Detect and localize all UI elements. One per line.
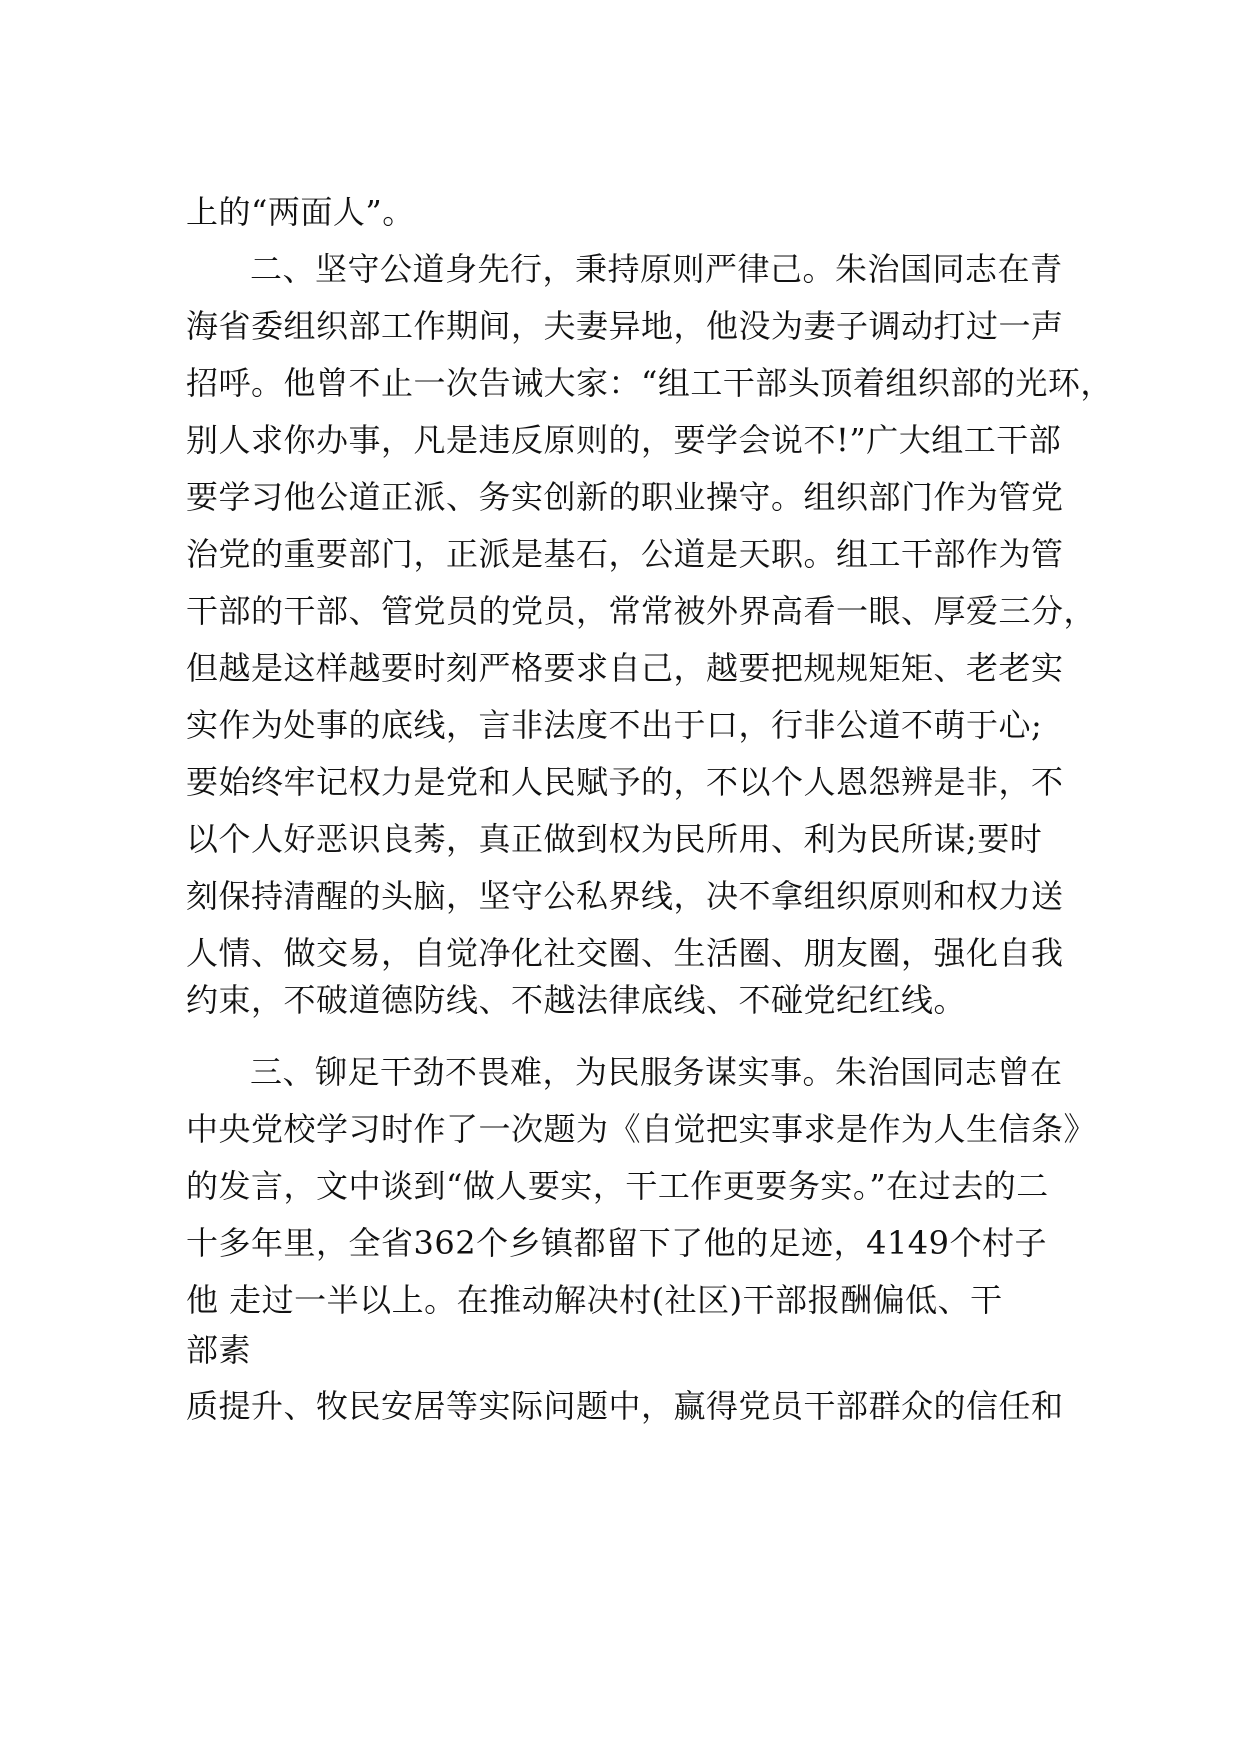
- text-line: 要始终牢记权力是党和人民赋予的，不以个人恩怨辨是非，不: [186, 763, 1064, 801]
- text-line: 治党的重要部门，正派是基石，公道是天职。组工干部作为管: [186, 535, 1064, 573]
- text-line: 以个人好恶识良莠，真正做到权为民所用、利为民所谋;要时: [186, 820, 1043, 858]
- text-line: 干部的干部、管党员的党员，常常被外界高看一眼、厚爱三分，: [186, 592, 1097, 630]
- text-line: 约束，不破道德防线、不越法律底线、不碰党纪红线。: [186, 981, 967, 1019]
- text-line: 别人求你办事，凡是违反原则的，要学会说不!”广大组工干部: [186, 421, 1062, 459]
- paragraph-3-first-line: 三、铆足干劲不畏难，为民服务谋实事。朱治国同志曾在: [250, 1053, 1063, 1091]
- text-line: 刻保持清醒的头脑，坚守公私界线，决不拿组织原则和权力送: [186, 877, 1064, 915]
- paragraph-2-first-line: 二、坚守公道身先行，秉持原则严律己。朱治国同志在青: [250, 250, 1063, 288]
- text-line: 的发言，文中谈到“做人要实，干工作更要务实。”在过去的二: [186, 1167, 1049, 1205]
- text-line: 要学习他公道正派、务实创新的职业操守。组织部门作为管党: [186, 478, 1064, 516]
- text-line: 上的“两面人”。: [186, 193, 415, 231]
- text-line: 招呼。他曾不止一次告诫大家：“组工干部头顶着组织部的光环，: [186, 364, 1113, 402]
- text-line: 他 走过一半以上。在推动解决村(社区)干部报酬偏低、干: [186, 1281, 1003, 1319]
- text-line: 但越是这样越要时刻严格要求自己，越要把规规矩矩、老老实: [186, 649, 1064, 687]
- text-line: 部素: [186, 1331, 252, 1369]
- text-line: 质提升、牧民安居等实际问题中，赢得党员干部群众的信任和: [186, 1387, 1064, 1425]
- text-line: 十多年里，全省362个乡镇都留下了他的足迹，4149个村子: [186, 1224, 1048, 1262]
- text-line: 人情、做交易，自觉净化社交圈、生活圈、朋友圈，强化自我: [186, 934, 1064, 972]
- text-line: 中央党校学习时作了一次题为《自觉把实事求是作为人生信条》: [186, 1110, 1097, 1148]
- text-line: 海省委组织部工作期间，夫妻异地，他没为妻子调动打过一声: [186, 307, 1064, 345]
- text-line: 实作为处事的底线，言非法度不出于口，行非公道不萌于心;: [186, 706, 1043, 744]
